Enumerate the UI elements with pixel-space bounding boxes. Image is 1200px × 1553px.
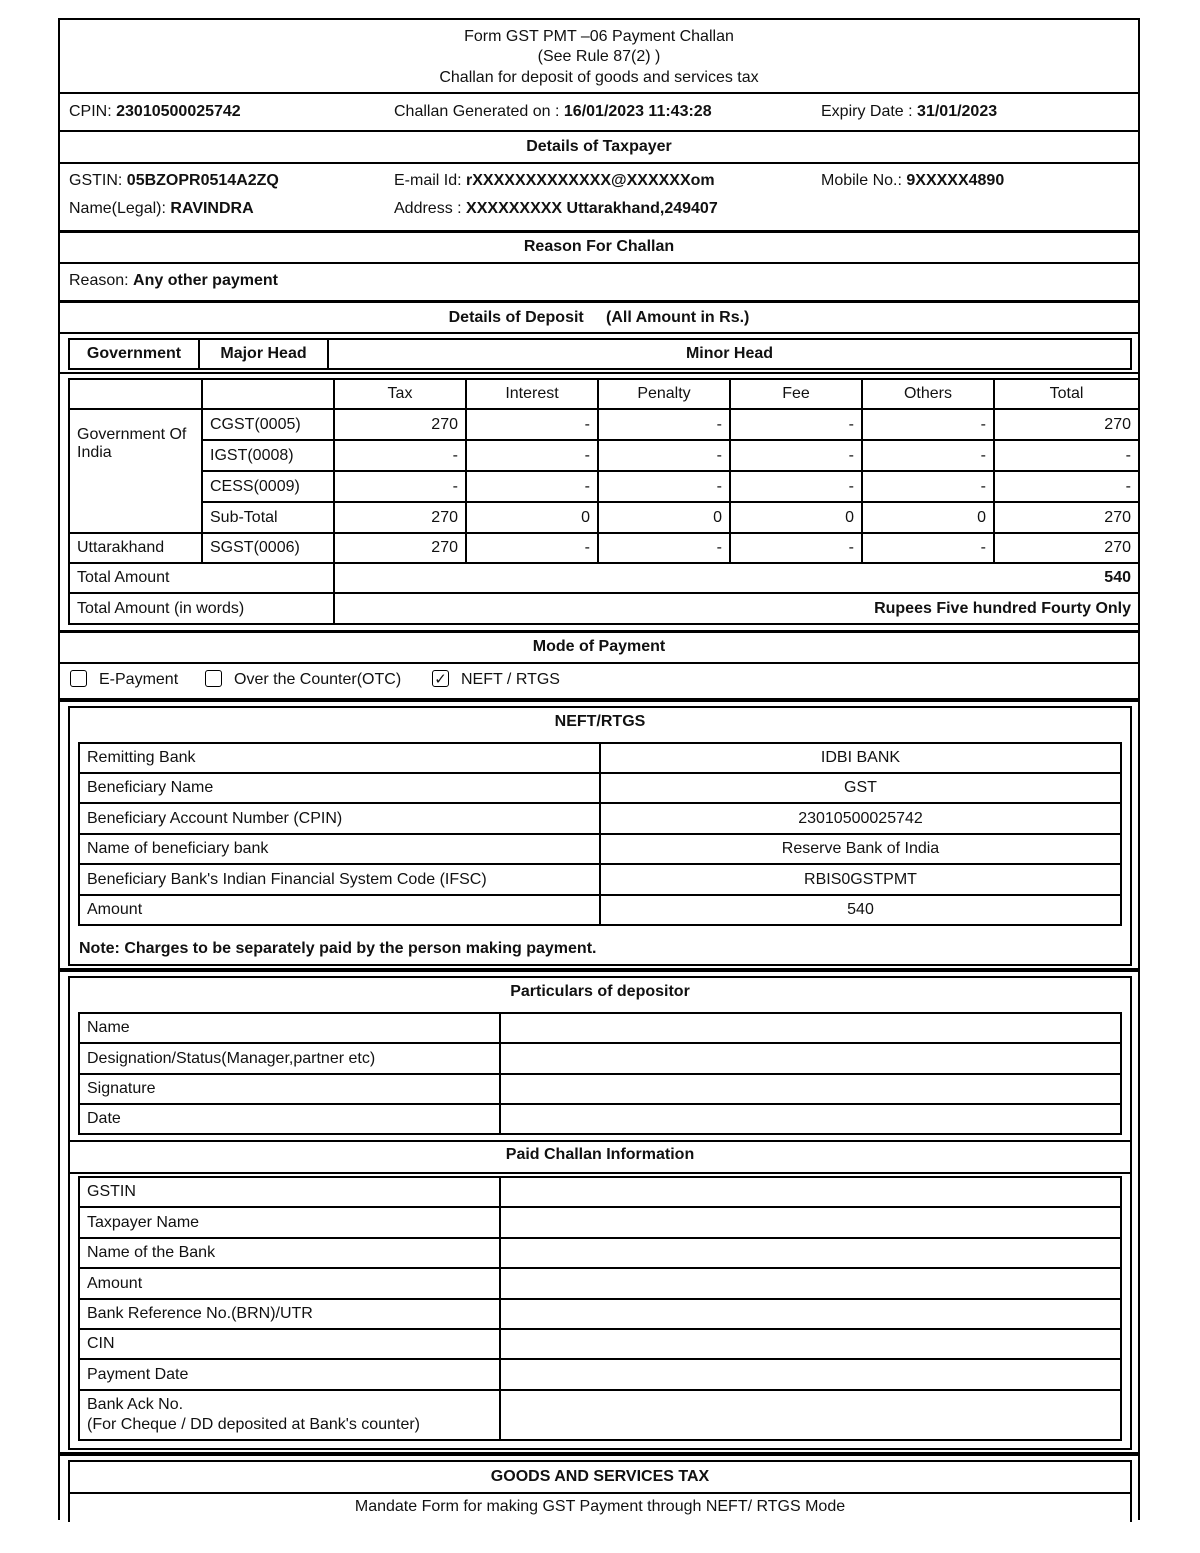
- table-row: Beneficiary Bank's Indian Financial System Code (IFSC) RBIS0GSTPMT: [79, 864, 1121, 895]
- expiry-date: Expiry Date : 31/01/2023: [821, 103, 998, 120]
- checkbox-icon[interactable]: [70, 670, 87, 687]
- minor-head: Minor Head: [328, 339, 1131, 369]
- deposit-section-header: [60, 300, 1138, 334]
- total-amount-label: Total Amount: [69, 563, 334, 593]
- legal-name: Name(Legal): RAVINDRA: [69, 200, 254, 217]
- words-row: [69, 593, 1139, 624]
- government-of-india-label: Government Of India: [69, 409, 202, 533]
- heads-table: [68, 338, 1132, 370]
- total-words: Rupees Five hundred Fourty Only: [334, 593, 1139, 624]
- footer-subtitle: Mandate Form for making GST Payment through NEFT/ RTGS Mode: [354, 1498, 846, 1515]
- depositor-signature-field[interactable]: [500, 1074, 1121, 1104]
- table-row: IGST(0008) - - - - - -: [69, 440, 1139, 471]
- option-otc[interactable]: Over the Counter(OTC): [205, 671, 401, 689]
- reason-section-header: [60, 230, 1138, 264]
- table-row: [79, 1390, 1121, 1440]
- total-row: [69, 563, 1139, 593]
- table-row: Signature: [79, 1074, 1121, 1104]
- table-row: Remitting Bank IDBI BANK: [79, 743, 1121, 773]
- table-row: Uttarakhand SGST(0006) 270 - - - - 270: [69, 533, 1139, 563]
- depositor-table: [78, 1012, 1122, 1135]
- taxpayer-section-header: [60, 130, 1138, 162]
- deposit-table: [68, 378, 1140, 625]
- neft-section-title: NEFT/RTGS: [554, 713, 646, 730]
- form-title: Form GST PMT –06 Payment Challan: [464, 28, 734, 45]
- major-head: Major Head: [199, 339, 328, 369]
- cpin: CPIN: 23010500025742: [69, 103, 241, 120]
- table-row: Payment Date: [79, 1359, 1121, 1390]
- option-epayment[interactable]: E-Payment: [70, 671, 178, 689]
- table-row: Amount: [79, 1268, 1121, 1299]
- total-words-label: Total Amount (in words): [69, 593, 334, 624]
- column-header: Others: [862, 379, 994, 409]
- challan-form: [58, 18, 1140, 1520]
- table-row: Designation/Status(Manager,partner etc): [79, 1043, 1121, 1074]
- challan-info-row: [60, 92, 1138, 132]
- challan-generated: Challan Generated on : 16/01/2023 11:43:28: [394, 103, 712, 120]
- email: E-mail Id: rXXXXXXXXXXXXX@XXXXXXom: [394, 172, 715, 189]
- table-row: Beneficiary Name GST: [79, 773, 1121, 803]
- table-row: Name of beneficiary bank Reserve Bank of India: [79, 834, 1121, 864]
- address: Address : XXXXXXXXX Uttarakhand,249407: [394, 200, 718, 217]
- neft-table: [78, 742, 1122, 926]
- table-row: Name: [79, 1013, 1121, 1043]
- depositor-box: [68, 976, 1132, 1450]
- mode-section-header: [60, 630, 1138, 664]
- column-header: Penalty: [598, 379, 730, 409]
- state-label: Uttarakhand: [69, 533, 202, 563]
- form-rule: (See Rule 87(2) ): [537, 48, 661, 65]
- table-row: GSTIN: [79, 1177, 1121, 1207]
- bank-ack-label: Bank Ack No. (For Cheque / DD deposited at Bank's counter): [79, 1390, 500, 1440]
- mode-section-title: Mode of Payment: [532, 638, 666, 655]
- taxpayer-details: [60, 162, 1138, 230]
- table-row: Government Of India CGST(0005) 270 - - - - 270: [69, 409, 1139, 440]
- table-row: Beneficiary Account Number (CPIN) 23010500025742: [79, 803, 1121, 834]
- charges-note: Note: Charges to be separately paid by the person making payment.: [79, 940, 597, 957]
- deposit-section-title: Details of Deposit (All Amount in Rs.): [448, 309, 750, 326]
- column-header: Interest: [466, 379, 598, 409]
- taxpayer-section-title: Details of Taxpayer: [526, 138, 672, 155]
- form-subtitle: Challan for deposit of goods and services tax: [439, 69, 759, 86]
- gstin: GSTIN: 05BZOPR0514A2ZQ: [69, 172, 279, 189]
- table-row: Sub-Total 270 0 0 0 0 270: [69, 502, 1139, 533]
- mobile: Mobile No.: 9XXXXX4890: [821, 172, 1005, 189]
- reason-row: [60, 262, 1138, 300]
- option-neft-rtgs[interactable]: ✓ NEFT / RTGS: [432, 671, 560, 689]
- table-row: Taxpayer Name: [79, 1207, 1121, 1238]
- table-row: Date: [79, 1104, 1121, 1134]
- table-row: CESS(0009) - - - - - -: [69, 471, 1139, 502]
- total-amount: 540: [334, 563, 1139, 593]
- table-row: Bank Reference No.(BRN)/UTR: [79, 1299, 1121, 1329]
- table-row: Amount 540: [79, 895, 1121, 925]
- mandate-box: [68, 1460, 1132, 1522]
- footer-title: GOODS AND SERVICES TAX: [490, 1468, 710, 1485]
- table-row: CIN: [79, 1329, 1121, 1359]
- column-header: Total: [994, 379, 1139, 409]
- column-header: Tax: [334, 379, 466, 409]
- paid-section-title: Paid Challan Information: [505, 1146, 695, 1163]
- reason: Reason: Any other payment: [69, 272, 278, 289]
- table-row: Name of the Bank: [79, 1238, 1121, 1268]
- government-head: Government: [69, 339, 199, 369]
- neft-box: [68, 706, 1132, 966]
- reason-section-title: Reason For Challan: [523, 238, 675, 255]
- paid-table: [78, 1176, 1122, 1441]
- depositor-section-title: Particulars of depositor: [510, 983, 690, 1000]
- mode-options: [60, 662, 1138, 700]
- depositor-name-field[interactable]: [500, 1013, 1121, 1043]
- checkbox-icon[interactable]: [205, 670, 222, 687]
- depositor-designation-field[interactable]: [500, 1043, 1121, 1074]
- checkbox-checked-icon[interactable]: ✓: [432, 670, 449, 687]
- column-header: Fee: [730, 379, 862, 409]
- depositor-date-field[interactable]: [500, 1104, 1121, 1134]
